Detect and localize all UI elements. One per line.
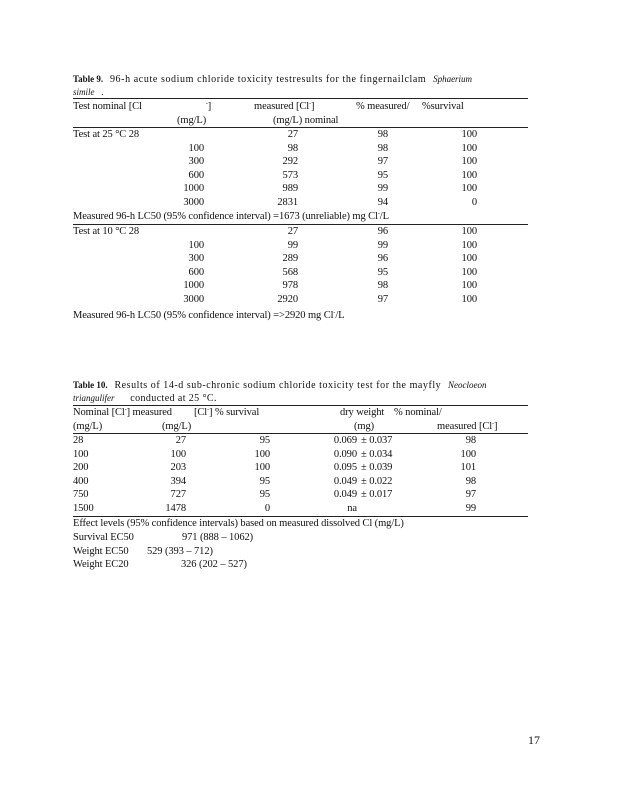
table9-nominal-cell: 100 <box>188 142 204 154</box>
table10-survival-cell: 95 <box>259 475 270 487</box>
table9-caption-line2 <box>73 87 104 97</box>
table9-section1-summary: Measured 96-h LC50 (95% confidence interval) =1673 (unreliable) mg Cl-/L <box>73 211 389 222</box>
table10-caption-species-2: triangulifer <box>73 393 115 403</box>
table9-section1-label: Test at 25 °C 28 <box>73 129 140 140</box>
table10-survival-cell: 95 <box>259 489 270 501</box>
table10-weight-cell: 0.049 <box>333 489 357 501</box>
table10-nominal-cell: 28 <box>73 435 84 446</box>
table9-section-rule <box>73 224 528 225</box>
table9-percent-cell: 96 <box>377 253 388 265</box>
table10-pm-cell: ± 0.022 <box>361 475 393 487</box>
table9-header-col1-unit: (mg/L) <box>177 115 207 126</box>
table10-weight-cell: 0.090 <box>333 448 357 460</box>
table10-header-col4: % nominal/ <box>394 407 442 418</box>
table9-nominal-cell: 600 <box>188 169 204 181</box>
table9-percent-cell: 96 <box>377 226 388 237</box>
table9-survival-cell: 100 <box>461 226 477 237</box>
table10-survival-cell: 0 <box>264 503 270 514</box>
table9-caption-end: . <box>101 87 104 97</box>
table10-measured-cell: 394 <box>170 475 186 487</box>
table9-survival-cell: 0 <box>471 197 477 208</box>
effect-label: Weight EC50 <box>73 545 129 557</box>
table9-percent-cell: 95 <box>377 169 388 181</box>
table10-header-col3: dry weight <box>340 407 385 418</box>
table10-pm-cell: ± 0.017 <box>361 489 393 501</box>
table9-survival-cell: 100 <box>461 183 477 195</box>
table9-header-col2-unit: (mg/L) nominal <box>273 115 339 126</box>
table10-nominal-cell: 200 <box>73 462 89 474</box>
table10-header-col2: [Cl-] % survival <box>194 407 260 418</box>
table9-nominal-cell: 300 <box>188 253 204 265</box>
table9-survival-cell: 100 <box>461 169 477 181</box>
table10-caption-species-1: Neocloeon <box>447 380 487 390</box>
table9-measured-cell: 27 <box>287 129 298 140</box>
table9-measured-cell: 568 <box>282 266 298 278</box>
table9-measured-cell: 289 <box>282 253 298 265</box>
table9-measured-cell: 27 <box>287 226 298 237</box>
table9-section2-label: Test at 10 °C 28 <box>73 226 140 237</box>
table9-top-rule <box>73 98 528 99</box>
table9-percent-cell: 98 <box>377 142 388 154</box>
table10-effect-heading: Effect levels (95% confidence intervals) based on measured dissolved Cl (mg/L) <box>73 518 404 529</box>
effect-label: Survival EC50 <box>73 532 134 543</box>
table10-weight-cell: 0.069 <box>333 435 357 446</box>
table10-percent-cell: 99 <box>465 503 476 514</box>
table9-caption-label: Table 9. <box>73 74 104 84</box>
table9-percent-cell: 98 <box>377 280 388 292</box>
table9-nominal-cell: 100 <box>188 239 204 251</box>
table10-header-col1-unit: (mg/L) <box>73 421 103 432</box>
table9-survival-cell: 100 <box>461 253 477 265</box>
table10-pm-cell: ± 0.039 <box>361 462 393 474</box>
table10-percent-cell: 97 <box>465 489 476 501</box>
table10-header-col2-unit: (mg/L) <box>162 421 192 432</box>
table9-nominal-cell: 300 <box>188 156 204 168</box>
table10-caption <box>73 380 486 391</box>
table9-measured-cell: 573 <box>282 169 298 181</box>
table10-weight-cell: 0.049 <box>333 475 357 487</box>
table10-caption-line2 <box>73 393 217 404</box>
table9-nominal-cell: 3000 <box>183 197 204 208</box>
table9-measured-cell: 292 <box>282 156 298 168</box>
table10-survival-cell: 100 <box>254 448 270 460</box>
table9-header-col4: %survival <box>422 101 464 112</box>
table9-nominal-cell: 3000 <box>183 294 204 305</box>
page-number: 17 <box>528 733 540 747</box>
table10-pm-cell: ± 0.034 <box>361 448 393 460</box>
table9-survival-cell: 100 <box>461 239 477 251</box>
table9-survival-cell: 100 <box>461 294 477 305</box>
table9-survival-cell: 100 <box>461 142 477 154</box>
effect-value: 971 (888 – 1062) <box>182 532 254 543</box>
table10-measured-cell: 203 <box>170 462 186 474</box>
table10-measured-cell: 100 <box>170 448 186 460</box>
table9-survival-cell: 100 <box>461 280 477 292</box>
table9-nominal-cell: 600 <box>188 266 204 278</box>
table9-header-col2: measured [Cl-] <box>254 101 315 112</box>
table10-percent-cell: 101 <box>460 462 476 474</box>
table10-header-col4-unit: measured [Cl-] <box>437 421 498 432</box>
table10-measured-cell: 727 <box>170 489 186 501</box>
table9-header-col1: Test nominal [Cl -] <box>73 101 212 112</box>
table10-measured-cell: 27 <box>175 435 186 446</box>
table10-header-rule <box>73 433 528 434</box>
table9-survival-cell: 100 <box>461 129 477 140</box>
table10-header-col1: Nominal [Cl-] measured <box>73 407 172 418</box>
table10-nominal-cell: 750 <box>73 489 89 501</box>
effect-value: 326 (202 – 527) <box>181 559 247 571</box>
table9-caption-species-1: Sphaerium <box>433 74 473 84</box>
table10-pm-cell: ± 0.037 <box>361 435 393 446</box>
table10-top-rule <box>73 405 528 406</box>
table9-measured-cell: 2831 <box>277 197 298 208</box>
table10-caption-label: Table 10. <box>73 380 108 390</box>
table9-survival-cell: 100 <box>461 156 477 168</box>
table9-measured-cell: 978 <box>282 280 298 292</box>
table10-weight-cell: 0.095 <box>333 462 357 474</box>
table9-caption-text: 96-h acute sodium chloride toxicity testresults for the fingernailclam <box>109 74 427 85</box>
table9-header-rule <box>73 127 528 128</box>
table9-measured-cell: 99 <box>287 239 298 251</box>
table9-survival-cell: 100 <box>461 266 477 278</box>
table9-nominal-cell: 1000 <box>183 183 204 195</box>
table9-nominal-cell: 1000 <box>183 280 204 292</box>
effect-label: Weight EC20 <box>73 559 129 571</box>
table9-measured-cell: 98 <box>287 142 298 154</box>
table9-caption-species-2: simile <box>73 87 95 97</box>
table9-measured-cell: 2920 <box>277 294 298 305</box>
table10-caption-text: Results of 14-d sub-chronic sodium chloride toxicity test for the mayfly <box>114 380 442 391</box>
table10-percent-cell: 98 <box>465 435 476 446</box>
table9-percent-cell: 99 <box>377 239 388 251</box>
table9-header-col3: % measured/ <box>356 101 410 112</box>
table9-measured-cell: 989 <box>282 183 298 195</box>
table10-percent-cell: 100 <box>460 448 476 460</box>
table9-percent-cell: 98 <box>377 129 388 140</box>
table10-nominal-cell: 400 <box>73 475 89 487</box>
table10-caption-end: conducted at 25 °C. <box>130 393 217 404</box>
table10-nominal-cell: 100 <box>73 448 89 460</box>
table10-nominal-cell: 1500 <box>73 503 94 514</box>
table10-measured-cell: 1478 <box>165 503 186 514</box>
table9-percent-cell: 97 <box>377 294 388 305</box>
table10-weight-cell: na <box>347 503 357 514</box>
table10-bottom-rule <box>73 516 528 517</box>
effect-value: 529 (393 – 712) <box>147 545 213 557</box>
table9-caption <box>73 74 472 85</box>
table10-survival-cell: 100 <box>254 462 270 474</box>
table9-percent-cell: 99 <box>377 183 388 195</box>
table9-percent-cell: 95 <box>377 266 388 278</box>
table9-percent-cell: 97 <box>377 156 388 168</box>
table10-percent-cell: 98 <box>465 475 476 487</box>
table9-section2-summary: Measured 96-h LC50 (95% confidence interval) =>2920 mg Cl-/L <box>73 310 345 321</box>
table9-percent-cell: 94 <box>377 197 388 208</box>
table10-survival-cell: 95 <box>259 435 270 446</box>
table10-header-col3-unit: (mg) <box>354 421 375 432</box>
